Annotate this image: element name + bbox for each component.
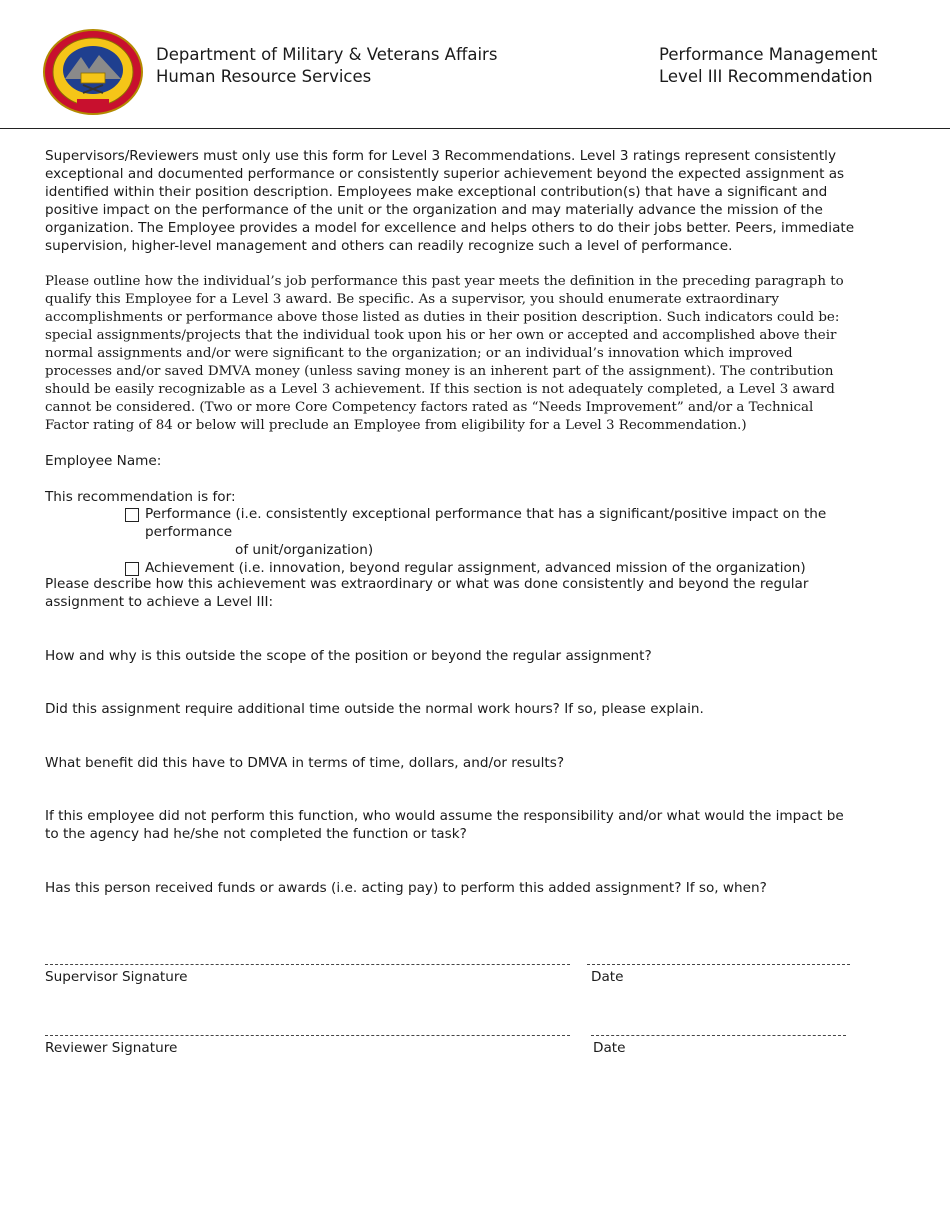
reviewer-signature-line[interactable]	[45, 1035, 570, 1036]
employee-name-label: Employee Name:	[45, 452, 162, 469]
question-funds: Has this person received funds or awards (i.e. acting pay) to perform this added assignment? If so, when?	[45, 880, 767, 896]
supervisor-signature-line[interactable]	[45, 964, 570, 965]
supervisor-signature-label: Supervisor Signature	[45, 969, 188, 985]
department-heading	[156, 44, 497, 88]
department-name: Department of Military & Veterans Affairs	[156, 45, 498, 64]
supervisor-date-line[interactable]	[587, 964, 850, 965]
recommendation-label: This recommendation is for:	[45, 488, 236, 505]
question-impact: If this employee did not perform this function, who would assume the responsibility and/or what would the impact be to the agency had he/she not completed the function or task?	[45, 808, 844, 842]
form-heading	[659, 44, 878, 88]
option-performance-continued: of unit/organization)	[235, 542, 374, 559]
division-name: Human Resource Services	[156, 67, 372, 86]
option-performance[interactable]	[125, 506, 857, 542]
achievement-checkbox[interactable]	[125, 562, 139, 576]
form-title: Level III Recommendation	[659, 67, 873, 86]
intro-paragraph: Supervisors/Reviewers must only use this form for Level 3 Recommendations. Level 3 ratings represent consistently exceptional and documented performance or consistently superior achievement beyond the expected assignment as identified within their position description. Employees make exceptional contribution(s) that have a significant and positive impact on the performance of the unit or the organization and may materially advance the mission of the organization. The Employee provides a model for excellence and helps others to do their jobs better. Peers, immediate supervision, higher-level management and others can readily recognize such a level of performance.	[45, 148, 855, 254]
recommendation-options	[125, 506, 857, 578]
question-benefit: What benefit did this have to DMVA in terms of time, dollars, and/or results?	[45, 755, 565, 771]
state-seal-logo	[43, 29, 143, 115]
supervisor-date-label: Date	[591, 969, 624, 985]
question-extraordinary: Please describe how this achievement was extraordinary or what was done consistently and beyond the regular assignment to achieve a Level III:	[45, 576, 809, 610]
option-achievement-label: Achievement (i.e. innovation, beyond regular assignment, advanced mission of the organization)	[145, 560, 806, 577]
form-category: Performance Management	[659, 45, 878, 64]
form-body	[45, 148, 857, 578]
reviewer-date-label: Date	[593, 1040, 626, 1056]
instructions-paragraph: Please outline how the individual’s job performance this past year meets the definition in the preceding paragraph to qualify this Employee for a Level 3 award. Be specific. As a supervisor, you should enumerate extraordinary accomplishments or performance above those listed as duties in their position description. Such indicators could be: special assignments/projects that the individual took upon his or her own or accepted and accomplished above their normal assignments and/or were significant to the organization; or an individual’s innovation which improved processes and/or saved DMVA money (unless saving money is an inherent part of the assignment). The contribution should be easily recognizable as a Level 3 achievement. If this section is not adequately completed, a Level 3 award cannot be considered. (Two or more Core Competency factors rated as “Needs Improvement” and/or a Technical Factor rating of 84 or below will preclude an Employee from eligibility for a Level 3 Recommendation.)	[45, 274, 844, 433]
page-header	[0, 0, 950, 129]
option-performance-label: Performance (i.e. consistently exceptional performance that has a significant/positive impact on the performance	[145, 506, 827, 541]
reviewer-date-line[interactable]	[591, 1035, 846, 1036]
question-scope: How and why is this outside the scope of the position or beyond the regular assignment?	[45, 648, 652, 664]
performance-checkbox[interactable]	[125, 508, 139, 522]
reviewer-signature-label: Reviewer Signature	[45, 1040, 178, 1056]
question-additional-time: Did this assignment require additional time outside the normal work hours? If so, please explain.	[45, 701, 704, 717]
